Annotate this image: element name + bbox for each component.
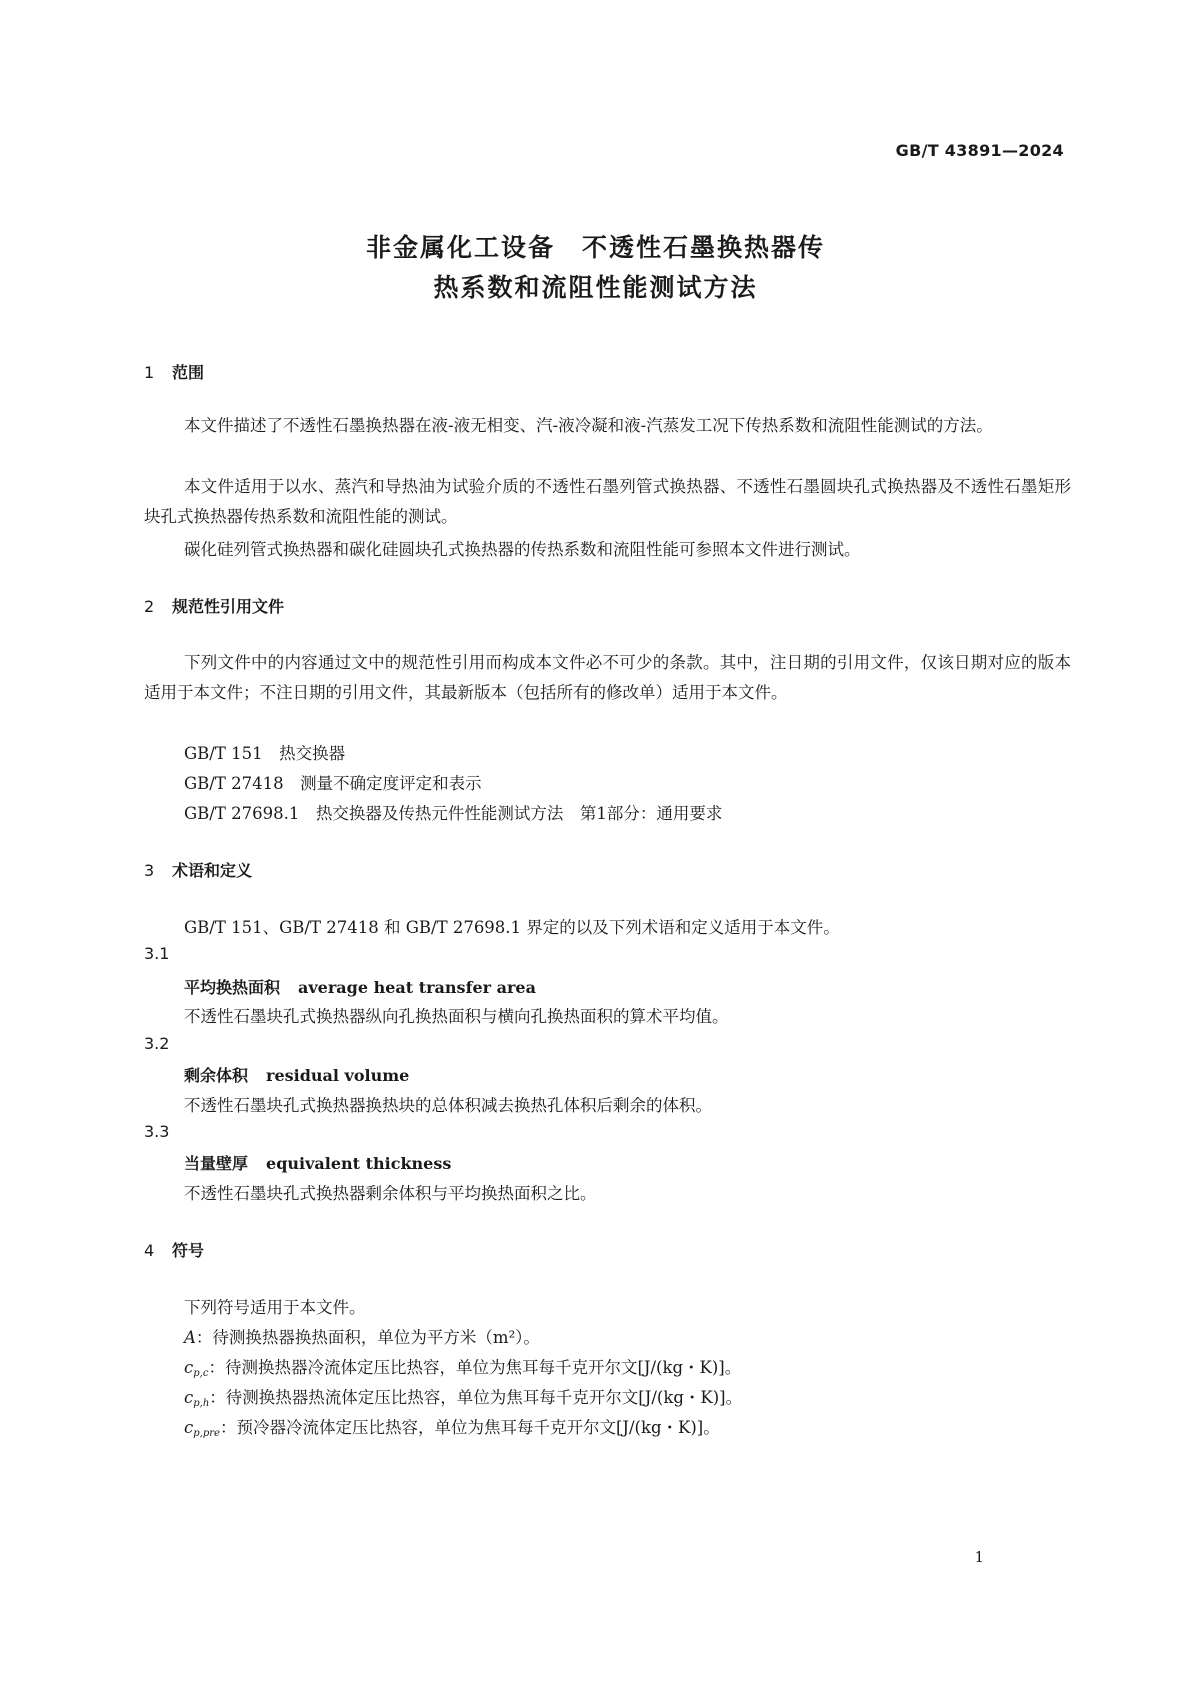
term-chinese: 平均换热面积 xyxy=(184,978,281,997)
section-1-paragraph-1: 本文件描述了不透性石墨换热器在液-液无相变、汽-液冷凝和液-汽蒸发工况下传热系数和流阻性能测试的方法。 xyxy=(184,416,993,435)
symbol-description: ：待测换热器换热面积，单位为平方米（m²）。 xyxy=(195,1328,540,1347)
section-number: 2 xyxy=(144,597,155,616)
term-heading xyxy=(184,975,536,998)
symbol: A xyxy=(184,1328,196,1347)
term-definition: 不透性石墨块孔式换热器换热块的总体积减去换热孔体积后剩余的体积。 xyxy=(184,1096,712,1115)
symbol-entry xyxy=(184,1414,720,1439)
symbol-entry xyxy=(184,1354,741,1379)
reference-item: GB/T 151 热交换器 xyxy=(184,744,346,763)
symbol-description: ：预冷器冷流体定压比热容，单位为焦耳每千克开尔文[J/(kg・K)]。 xyxy=(219,1418,720,1437)
section-3-heading xyxy=(144,858,252,881)
term-english: equivalent thickness xyxy=(266,1154,452,1173)
reference-item: GB/T 27698.1 热交换器及传热元件性能测试方法 第1部分：通用要求 xyxy=(184,804,723,823)
section-number: 4 xyxy=(144,1241,155,1260)
term-heading xyxy=(184,1151,451,1174)
section-3-intro: GB/T 151、GB/T 27418 和 GB/T 27698.1 界定的以及下列术语和定义适用于本文件。 xyxy=(184,918,840,937)
term-chinese: 当量壁厚 xyxy=(184,1154,249,1173)
symbol: c xyxy=(184,1418,194,1437)
symbol: c xyxy=(184,1388,194,1407)
term-heading xyxy=(184,1063,409,1086)
section-number: 1 xyxy=(144,363,155,382)
section-4-intro: 下列符号适用于本文件。 xyxy=(184,1298,366,1317)
page-number: 1 xyxy=(974,1548,984,1566)
section-1-heading xyxy=(144,360,204,383)
document-title-line-1: 非金属化工设备 不透性石墨换热器传 xyxy=(365,233,825,262)
symbol-entry xyxy=(184,1384,742,1409)
symbol-subscript: p,c xyxy=(193,1368,209,1379)
term-english: residual volume xyxy=(266,1066,410,1085)
term-number: 3.1 xyxy=(144,944,170,963)
section-1-paragraph-2: 本文件适用于以水、蒸汽和导热油为试验介质的不透性石墨列管式换热器、不透性石墨圆块孔式换热器及不透性石墨矩形块孔式换热器传热系数和流阻性能的测试。 xyxy=(144,477,1071,526)
section-title: 符号 xyxy=(172,1241,205,1260)
symbol-description: ：待测换热器冷流体定压比热容，单位为焦耳每千克开尔文[J/(kg・K)]。 xyxy=(208,1358,742,1377)
term-chinese: 剩余体积 xyxy=(184,1066,249,1085)
section-2-heading xyxy=(144,594,284,617)
symbol-subscript: p,h xyxy=(193,1398,210,1409)
section-title: 范围 xyxy=(172,363,205,382)
symbol-subscript: p,pre xyxy=(193,1428,220,1439)
section-title: 术语和定义 xyxy=(172,861,253,880)
symbol-entry xyxy=(184,1324,540,1349)
section-4-heading xyxy=(144,1238,204,1261)
section-1-paragraph-3: 碳化硅列管式换热器和碳化硅圆块孔式换热器的传热系数和流阻性能可参照本文件进行测试。 xyxy=(184,540,861,559)
document-title-line-2: 热系数和流阻性能测试方法 xyxy=(433,273,758,302)
symbol: c xyxy=(184,1358,194,1377)
section-number: 3 xyxy=(144,861,155,880)
symbol-description: ：待测换热器热流体定压比热容，单位为焦耳每千克开尔文[J/(kg・K)]。 xyxy=(209,1388,743,1407)
term-english: average heat transfer area xyxy=(298,978,536,997)
term-definition: 不透性石墨块孔式换热器纵向孔换热面积与横向孔换热面积的算术平均值。 xyxy=(184,1007,729,1026)
standard-number: GB/T 43891—2024 xyxy=(895,141,1064,160)
term-number: 3.3 xyxy=(144,1122,170,1141)
section-2-intro: 下列文件中的内容通过文中的规范性引用而构成本文件必不可少的条款。其中，注日期的引用文件，仅该日期对应的版本适用于本文件；不注日期的引用文件，其最新版本（包括所有的修改单）适用于本文件。 xyxy=(144,653,1071,702)
term-definition: 不透性石墨块孔式换热器剩余体积与平均换热面积之比。 xyxy=(184,1184,597,1203)
section-title: 规范性引用文件 xyxy=(172,597,285,616)
term-number: 3.2 xyxy=(144,1034,170,1053)
reference-item: GB/T 27418 测量不确定度评定和表示 xyxy=(184,774,482,793)
